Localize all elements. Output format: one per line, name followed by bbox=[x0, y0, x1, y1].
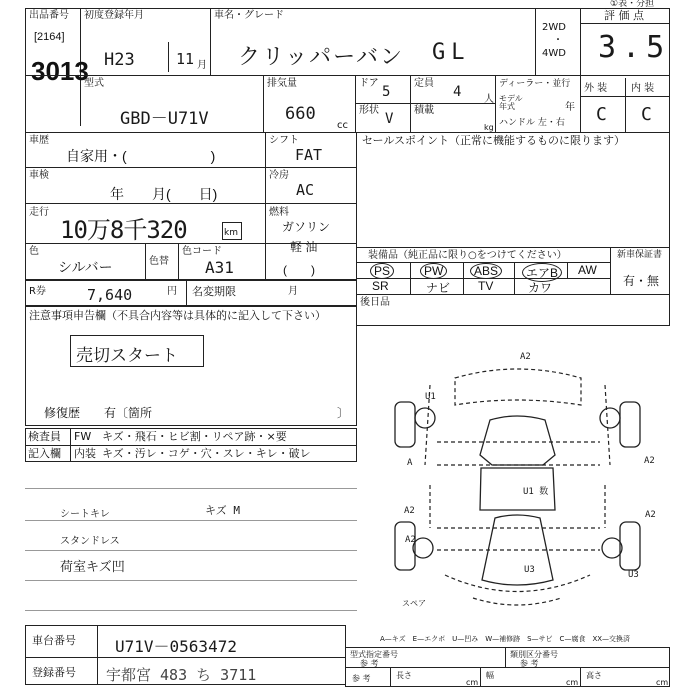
history-value: 自家用・( ) bbox=[66, 148, 216, 164]
color-label: 色 bbox=[29, 246, 39, 257]
note-line bbox=[25, 610, 357, 611]
note-line bbox=[25, 550, 357, 551]
chassis-value: U71V－0563472 bbox=[115, 637, 237, 656]
divider bbox=[210, 8, 211, 76]
divider bbox=[25, 445, 357, 446]
reg-value: 宇都宮 483 ち 3711 bbox=[106, 666, 257, 684]
model-year-label: モデル年式 bbox=[499, 94, 523, 111]
capacity-label: 定員 bbox=[414, 78, 434, 89]
car-name: クリッパーバン bbox=[238, 45, 405, 70]
divider bbox=[265, 132, 266, 280]
lot-number: 3013 bbox=[31, 56, 89, 86]
fuel-label: 燃料 bbox=[269, 207, 289, 218]
drive-4wd: 4WD bbox=[542, 48, 566, 59]
divider bbox=[535, 8, 536, 76]
displacement-value: 660 bbox=[285, 104, 316, 124]
divider bbox=[410, 262, 411, 295]
mark-lower-left: A2 bbox=[405, 535, 416, 545]
interior-label: 内 装 bbox=[631, 83, 655, 94]
chassis-label: 車台番号 bbox=[32, 634, 76, 647]
width-label: 幅 bbox=[486, 671, 494, 680]
divider bbox=[186, 280, 187, 306]
mark-spare: スペア bbox=[402, 599, 426, 608]
divider bbox=[580, 23, 670, 24]
note-seat-tear: シートキレ bbox=[60, 509, 110, 520]
first-reg-label: 初度登録年月 bbox=[84, 10, 144, 21]
warranty-value: 有・無 bbox=[623, 274, 660, 288]
category-label: 類別区分番号 bbox=[510, 650, 558, 659]
note-standless: スタンドレス bbox=[60, 536, 120, 547]
equip-airbag: エアB bbox=[522, 263, 562, 282]
note-line bbox=[25, 520, 357, 521]
selling-points-label: セールスポイント（正常に機能するものに限ります） bbox=[362, 134, 626, 147]
color-change-label: 色替 bbox=[149, 256, 169, 267]
divider bbox=[480, 667, 481, 687]
fuel-other: ( ) bbox=[283, 263, 315, 277]
notes-label: 注意事項申告欄（不具合内容等は具体的に記入して下さい） bbox=[29, 309, 326, 322]
warranty-label: 新車保証書 bbox=[617, 250, 663, 260]
color-code-label: 色コード bbox=[182, 246, 222, 257]
inspector-label: 検査員 bbox=[28, 430, 61, 443]
model-year-unit: 年 bbox=[565, 102, 575, 113]
mark-right: A2 bbox=[644, 456, 655, 466]
cc-unit: cc bbox=[337, 120, 348, 131]
divider bbox=[355, 103, 495, 104]
mark-rr: U3 bbox=[628, 570, 639, 580]
designated-label: 型式指定番号 bbox=[350, 650, 398, 659]
repair-history: 修復歴 有〔箇所 bbox=[44, 406, 153, 420]
first-reg-year: H23 bbox=[104, 50, 135, 70]
aircon-label: 冷房 bbox=[269, 170, 289, 181]
lot-label: 出品番号 bbox=[29, 10, 69, 21]
displacement-label: 排気量 bbox=[267, 78, 297, 89]
month-unit: 月 bbox=[197, 60, 207, 71]
note-line bbox=[25, 488, 357, 489]
height-unit: cm bbox=[656, 678, 669, 687]
mark-front: A2 bbox=[520, 352, 531, 362]
shape-value: V bbox=[385, 111, 394, 127]
later-items-frame bbox=[356, 294, 670, 326]
equip-sr: SR bbox=[372, 279, 389, 293]
mark-roof: U1 数 bbox=[523, 487, 549, 497]
divider bbox=[410, 75, 411, 133]
recycle-frame bbox=[25, 280, 357, 306]
recycle-value: 7,640 bbox=[87, 286, 133, 304]
car-name-label: 車名・グレード bbox=[214, 10, 284, 21]
divider bbox=[495, 75, 496, 133]
equipment-label: 装備品（純正品に限り○をつけてください） bbox=[368, 250, 567, 261]
divider bbox=[355, 75, 356, 133]
length-unit: cm bbox=[466, 678, 479, 687]
mileage-unit: km bbox=[224, 228, 238, 238]
interior-value: C bbox=[641, 104, 652, 125]
equip-leather: カワ bbox=[528, 281, 553, 295]
grade: GL bbox=[432, 40, 471, 65]
divider bbox=[263, 75, 264, 133]
recycle-month-unit: 月 bbox=[288, 286, 298, 297]
mark-back: U3 bbox=[524, 565, 535, 575]
exterior-value: C bbox=[596, 104, 607, 125]
top-note: ①表・分担 bbox=[610, 0, 655, 9]
repair-end: 〕 bbox=[337, 406, 350, 420]
divider bbox=[463, 262, 464, 295]
registration-label: 名変期限 bbox=[192, 285, 236, 298]
fw-tag: FW bbox=[74, 430, 92, 443]
doors-value: 5 bbox=[382, 84, 391, 100]
dealer-label: ディーラー・並行 bbox=[499, 79, 571, 89]
recycle-label: R券 bbox=[29, 286, 46, 297]
height-label: 高さ bbox=[586, 671, 602, 680]
divider bbox=[390, 667, 391, 687]
model-label: 型式 bbox=[84, 78, 104, 89]
designated-ref: 参 考 bbox=[360, 659, 379, 668]
fuel-diesel: 軽 油 bbox=[290, 240, 318, 254]
model-value: GBD－U71V bbox=[120, 109, 209, 129]
capacity-unit: 人 bbox=[484, 94, 494, 105]
equip-abs: ABS bbox=[470, 263, 502, 279]
equip-pw: PW bbox=[420, 263, 447, 279]
selling-points-frame bbox=[356, 132, 670, 248]
diagram-legend: A—キズ E—エクボ U—凹み W—補修跡 S—サビ C—腐食 XX—交換済 bbox=[380, 635, 631, 643]
divider bbox=[580, 667, 581, 687]
mark-right-rear: A2 bbox=[645, 510, 656, 520]
mark-left: A bbox=[407, 458, 413, 468]
color-value: シルバー bbox=[58, 260, 113, 276]
category-ref: 参 考 bbox=[520, 659, 539, 668]
divider bbox=[625, 78, 626, 133]
note-cargo: 荷室キズ凹 bbox=[60, 560, 125, 575]
divider bbox=[145, 243, 146, 280]
divider bbox=[345, 667, 670, 668]
fuel-gasoline: ガソリン bbox=[282, 220, 331, 234]
recycle-unit: 円 bbox=[167, 286, 177, 297]
history-label: 車歴 bbox=[29, 135, 49, 146]
equip-ps: PS bbox=[370, 263, 394, 279]
shift-label: シフト bbox=[269, 135, 299, 146]
divider bbox=[25, 167, 357, 168]
divider bbox=[514, 262, 515, 295]
divider bbox=[97, 625, 98, 685]
exterior-label: 外 装 bbox=[584, 83, 608, 94]
later-items-label: 後日品 bbox=[360, 297, 390, 308]
load-unit: kg bbox=[484, 123, 494, 132]
mark-left-rear: A2 bbox=[404, 506, 415, 516]
size-ref: 参 考 bbox=[352, 674, 371, 683]
note-scratch: キズ M bbox=[205, 504, 241, 517]
interior-items: キズ・汚レ・コゲ・穴・スレ・キレ・破レ bbox=[102, 447, 311, 460]
mileage-value: 10万8千320 bbox=[60, 216, 187, 244]
divider bbox=[567, 262, 568, 278]
mileage-label: 走行 bbox=[29, 207, 49, 218]
shift-value: FAT bbox=[295, 146, 323, 164]
capacity-value: 4 bbox=[453, 84, 462, 100]
mark-fl: U1 bbox=[425, 392, 436, 402]
reg-label: 登録番号 bbox=[32, 666, 76, 679]
divider bbox=[25, 657, 346, 658]
drive-sep: ・ bbox=[553, 35, 563, 46]
doors-label: ドア bbox=[359, 78, 379, 89]
aircon-value: AC bbox=[296, 181, 315, 199]
inspection-label: 車検 bbox=[29, 170, 49, 181]
load-label: 積載 bbox=[414, 105, 434, 116]
length-label: 長さ bbox=[396, 671, 412, 680]
drive-2wd: 2WD bbox=[542, 22, 566, 33]
equip-aw: AW bbox=[578, 263, 597, 277]
equip-tv: TV bbox=[478, 279, 494, 293]
divider bbox=[505, 647, 506, 667]
note-line bbox=[25, 580, 357, 581]
rating-label: 評 価 点 bbox=[604, 9, 644, 22]
color-code: A31 bbox=[205, 258, 234, 277]
handle-label: ハンドル 左・右 bbox=[499, 118, 565, 128]
interior-tag: 内装 bbox=[74, 447, 96, 460]
lot-code: [2164] bbox=[34, 31, 65, 43]
equip-navi: ナビ bbox=[426, 281, 451, 295]
divider bbox=[610, 247, 611, 295]
entry-label: 記入欄 bbox=[28, 447, 61, 460]
fw-items: キズ・飛石・ヒビ割・リペア跡・×要 bbox=[102, 430, 287, 443]
inspection-value: 年 月( 日) bbox=[110, 186, 218, 202]
first-reg-month: 11 bbox=[176, 50, 195, 68]
rating-value: 3.5 bbox=[598, 30, 671, 65]
width-unit: cm bbox=[566, 678, 579, 687]
divider bbox=[168, 42, 169, 72]
shape-label: 形状 bbox=[359, 105, 379, 116]
sales-stamp-text: 売切スタート bbox=[76, 346, 178, 366]
divider bbox=[178, 243, 179, 280]
